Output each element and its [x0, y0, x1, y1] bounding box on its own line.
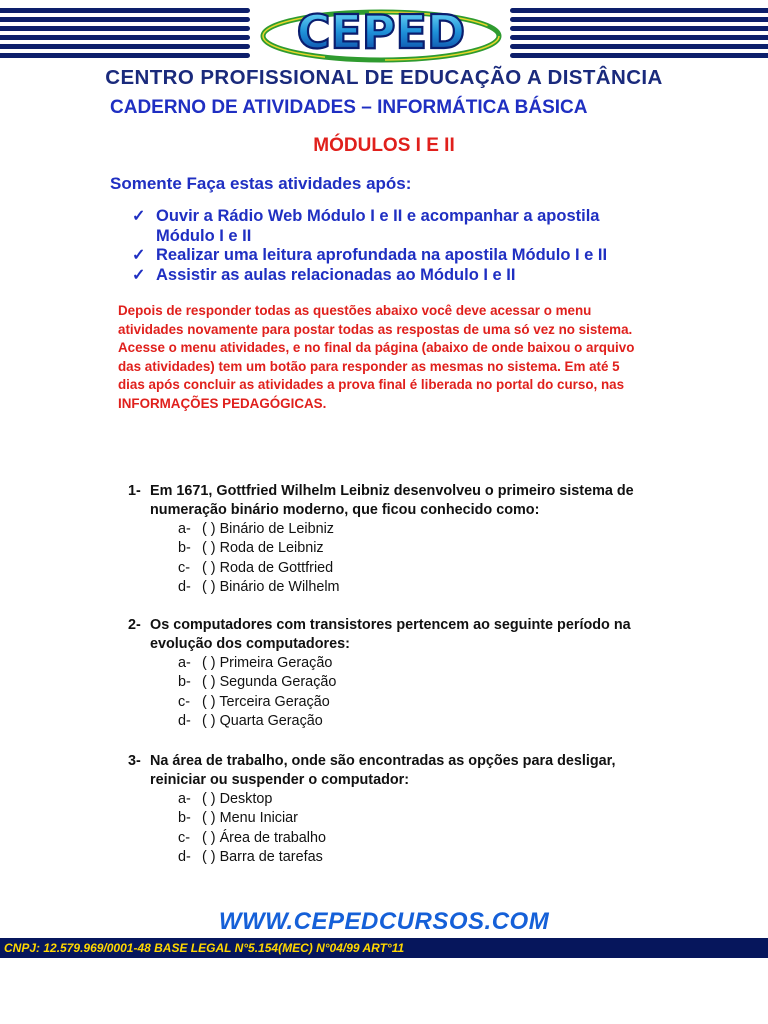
answer-option[interactable]: [178, 578, 668, 597]
answer-options: [178, 654, 668, 731]
ceped-logo: [250, 0, 512, 66]
question-text: [128, 482, 668, 520]
option-text: ( ) Segunda Geração: [202, 674, 337, 691]
checklist-item: [132, 246, 662, 266]
option-text: ( ) Roda de Gottfried: [202, 559, 334, 576]
answer-option[interactable]: [178, 809, 668, 828]
header-stripes-right: [510, 8, 768, 60]
intro-text: Somente Faça estas atividades após:: [110, 174, 412, 193]
option-letter: d-: [178, 712, 191, 729]
question-number: 1-: [128, 483, 141, 499]
answer-option[interactable]: [178, 520, 668, 539]
website-link[interactable]: WWW.CEPEDCURSOS.COM: [218, 908, 550, 935]
prerequisite-checklist: [132, 207, 662, 285]
answer-option[interactable]: [178, 693, 668, 712]
answer-option[interactable]: [178, 829, 668, 848]
header-stripes-left: [0, 8, 250, 60]
checkmark-icon: ✓: [132, 247, 146, 264]
answer-option[interactable]: [178, 712, 668, 731]
option-text: ( ) Menu Iniciar: [202, 810, 298, 827]
option-letter: c-: [178, 559, 190, 576]
option-text: ( ) Quarta Geração: [202, 712, 323, 729]
question-prompt: Os computadores com transistores pertencem ao seguinte período na evolução dos computadores:: [150, 617, 631, 652]
question-text: [128, 616, 668, 654]
option-letter: d-: [178, 848, 191, 865]
answer-option[interactable]: [178, 673, 668, 692]
modules-heading: MÓDULOS I E II: [313, 135, 455, 156]
option-letter: a-: [178, 521, 191, 537]
question-2: [128, 616, 668, 731]
question-1: [128, 482, 668, 597]
checklist-item-text: Ouvir a Rádio Web Módulo I e II e acompanhar a apostila Módulo I e II: [156, 207, 600, 245]
question-prompt: Em 1671, Gottfried Wilhelm Leibniz desenvolveu o primeiro sistema de numeração binário moderno, que ficou conhecido como:: [150, 483, 634, 518]
document-title: CADERNO DE ATIVIDADES – INFORMÁTICA BÁSICA: [110, 97, 588, 118]
option-letter: a-: [178, 655, 191, 671]
answer-options: [178, 790, 668, 867]
answer-option[interactable]: [178, 790, 668, 809]
checklist-item-text: Assistir as aulas relacionadas ao Módulo I e II: [156, 265, 516, 284]
option-text: ( ) Barra de tarefas: [202, 848, 323, 865]
checklist-item-text: Realizar uma leitura aprofundada na apostila Módulo I e II: [156, 246, 608, 264]
option-text: ( ) Binário de Leibniz: [202, 521, 334, 537]
question-prompt: Na área de trabalho, onde são encontradas as opções para desligar, reiniciar ou suspender o computador:: [150, 753, 616, 788]
checklist-item: [132, 266, 662, 286]
institution-title: CENTRO PROFISSIONAL DE EDUCAÇÃO A DISTÂNCIA: [105, 66, 663, 89]
cnpj-line: [4, 941, 404, 955]
checklist-item: [132, 207, 662, 246]
option-letter: c-: [178, 693, 190, 710]
checkmark-icon: ✓: [132, 266, 146, 284]
option-letter: c-: [178, 829, 190, 846]
question-3: [128, 752, 668, 867]
question-number: 2-: [128, 617, 141, 633]
option-letter: b-: [178, 674, 191, 691]
instructions-notice: Depois de responder todas as questões abaixo você deve acessar o menu atividades novamente para postar todas as respostas de uma só vez no sistema. Acesse o menu atividades, e no final da página (abaixo de onde baixou o arquivo das atividades) tem um botão para responder as mesmas no sistema. Em até 5 dias após concluir as atividades a prova final é liberada no portal do curso, nas INFORMAÇÕES PEDAGÓGICAS.: [118, 303, 635, 411]
question-text: [128, 752, 668, 790]
option-text: ( ) Primeira Geração: [202, 655, 333, 671]
question-number: 3-: [128, 753, 141, 769]
logo-text: CEPED: [296, 5, 466, 59]
option-letter: b-: [178, 810, 191, 827]
option-letter: b-: [178, 540, 191, 557]
answer-options: [178, 520, 668, 597]
answer-option[interactable]: [178, 559, 668, 578]
option-text: ( ) Binário de Wilhelm: [202, 578, 340, 595]
option-text: ( ) Roda de Leibniz: [202, 540, 324, 557]
option-letter: d-: [178, 578, 191, 595]
answer-option[interactable]: [178, 654, 668, 673]
answer-option[interactable]: [178, 848, 668, 867]
option-text: ( ) Desktop: [202, 791, 273, 807]
footer-bar: [0, 938, 768, 958]
answer-option[interactable]: [178, 539, 668, 558]
option-text: ( ) Terceira Geração: [202, 693, 330, 710]
cnpj-value: 12.579.969/0001-48 BASE LEGAL N°5.154(MEC) N°04/99 ART°11: [43, 941, 405, 955]
checkmark-icon: ✓: [132, 208, 146, 225]
option-text: ( ) Área de trabalho: [202, 829, 326, 846]
option-letter: a-: [178, 791, 191, 807]
cnpj-label: CNPJ:: [4, 941, 41, 955]
